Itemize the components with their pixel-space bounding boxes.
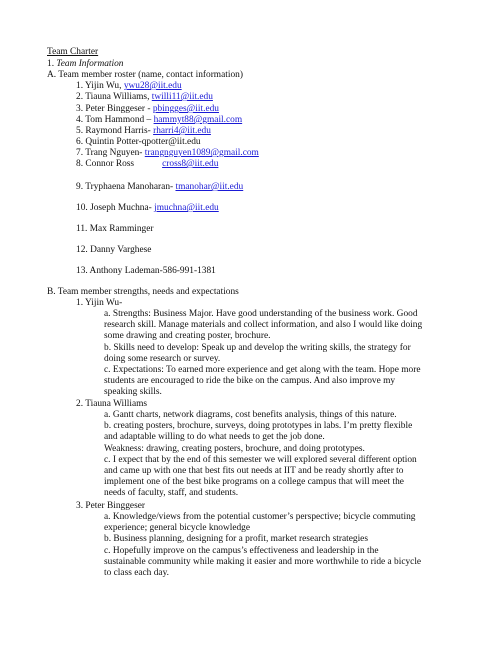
section-1-label: Team Information <box>56 59 124 69</box>
strengths-paragraph: a. Gantt charts, network diagrams, cost benefits analysis, things of this nature. <box>104 410 397 420</box>
roster-item: 2. Tiauna Williams, twilli11@iit.edu <box>76 92 213 102</box>
email-link[interactable]: pbingges@iit.edu <box>152 104 219 114</box>
roster-item: 3. Peter Binggeser - pbingges@iit.edu <box>76 104 219 114</box>
section-a-heading: A. Team member roster (name, contact information) <box>47 70 243 80</box>
roster-item: 12. Danny Varghese <box>76 245 152 255</box>
email-link[interactable]: trangnguyen1089@gmail.com <box>144 148 259 158</box>
weakness-paragraph: Weakness: drawing, creating posters, brochure, and doing prototypes. <box>104 443 365 454</box>
email-link[interactable]: cross8@iit.edu <box>162 159 219 169</box>
email-link[interactable]: ywu28@iit.edu <box>123 81 182 91</box>
member-header: 2. Tiauna Williams <box>76 399 148 409</box>
email-link[interactable]: twilli11@iit.edu <box>151 92 213 102</box>
member-details <box>104 309 424 399</box>
roster-item: 10. Joseph Muchna- jmuchna@iit.edu <box>76 203 219 213</box>
expectations-paragraph: c. Expectations: To earned more experience and get along with the team. Hope more students are encouraged to ride the bike on the campus. And also improve my speaking skills. <box>104 365 421 398</box>
roster-item: 1. Yijin Wu, ywu28@iit.edu <box>76 81 182 91</box>
section-b-heading: B. Team member strengths, needs and expectations <box>47 287 239 297</box>
email-link[interactable]: jmuchna@iit.edu <box>154 203 219 213</box>
document-title: Team Charter <box>47 47 99 57</box>
strengths-paragraph: a. Strengths: Business Major. Have good understanding of the business work. Good research skill. Manage materials and collect information, and also I would like doing some drawing and creating poster, brochure. <box>104 309 423 342</box>
expectations-paragraph: c. Hopefully improve on the campus’s effectiveness and leadership in the sustainable community while making it easier and more worthwhile to ride a bicycle to class each day. <box>104 545 422 579</box>
member-details <box>104 512 422 579</box>
skills-paragraph: b. Business planning, designing for a profit, market research strategies <box>104 534 368 545</box>
email-text: qpotter@iit.edu <box>141 137 201 147</box>
strengths-paragraph: a. Knowledge/views from the potential customer’s perspective; bicycle commuting experience; general bicycle knowledge <box>104 512 416 534</box>
section-1-number: 1. <box>47 59 55 69</box>
roster-item: 6. Quintin Potter-qpotter@iit.edu <box>76 137 201 147</box>
roster-item: 4. Tom Hammond – hammyt88@gmail.com <box>76 115 243 125</box>
email-link[interactable]: hammyt88@gmail.com <box>153 115 243 125</box>
section-1-heading <box>47 59 123 70</box>
skills-paragraph: b. creating posters, brochure, surveys, doing prototypes in labs. I’m pretty flexible and adaptable willing to do what needs to get the job done. <box>104 421 413 443</box>
skills-paragraph: b. Skills need to develop: Speak up and develop the writing skills, the strategy for doing some research or survey. <box>104 342 411 364</box>
member-details <box>104 410 422 500</box>
roster-item: 11. Max Ramminger <box>76 224 154 234</box>
member-header: 3. Peter Binggeser <box>76 501 145 511</box>
roster-item: 9. Tryphaena Manoharan- tmanohar@iit.edu <box>76 182 244 192</box>
member-header: 1. Yijin Wu- <box>76 298 123 308</box>
email-link[interactable]: rharri4@iit.edu <box>153 126 211 136</box>
phone-number: 586-991-1381 <box>162 266 216 276</box>
roster-item: 8. Connor Ross cross8@iit.edu <box>76 159 219 169</box>
email-link[interactable]: tmanohar@iit.edu <box>175 182 244 192</box>
roster-item: 13. Anthony Lademan-586-991-1381 <box>76 266 216 276</box>
roster-item: 7. Trang Nguyen- trangnguyen1089@gmail.com <box>76 148 259 158</box>
roster-item: 5. Raymond Harris- rharri4@iit.edu <box>76 126 211 136</box>
expectations-paragraph: c. I expect that by the end of this semester we will explored several different option and came up with one that best fits out needs at IIT and be ready shortly after to implement one of the best bike programs on a college campus that will meet the needs of faculty, staff, and students. <box>104 454 417 499</box>
